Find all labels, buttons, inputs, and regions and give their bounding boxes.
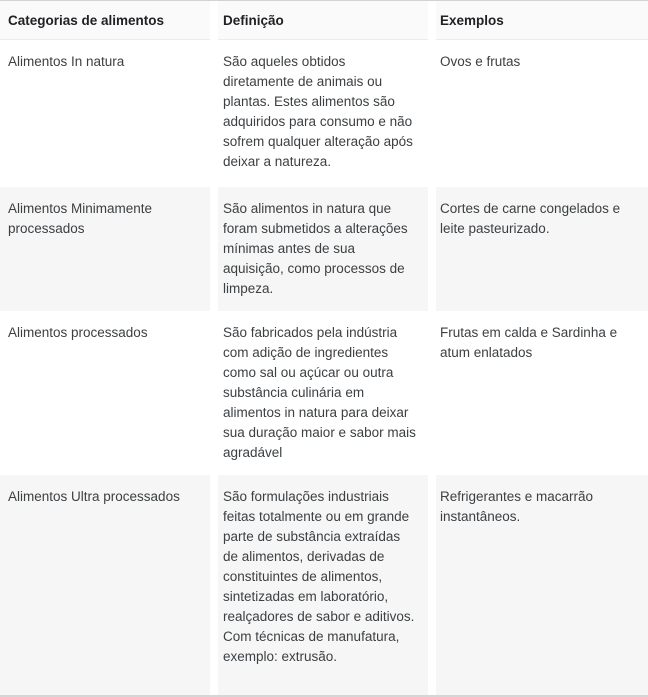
table-row (0, 475, 648, 695)
header-categorias: Categorias de alimentos (0, 1, 210, 40)
cell-examples: Refrigerantes e macarrão instantâneos. (436, 475, 648, 695)
cell-category: Alimentos In natura (0, 40, 210, 187)
cell-definition: São formulações industriais feitas totalmente ou em grande parte de substância extraídas de alimentos, derivadas de constituintes de alimentos, sintetizadas em laboratório, realçadores de sabor e aditivos. Com técnicas de manufatura, exemplo: extrusão. (218, 475, 428, 695)
cell-definition: São fabricados pela indústria com adição de ingredientes como sal ou açúcar ou outra substância culinária em alimentos in natura para deixar sua duração maior e sabor mais agradável (218, 311, 428, 475)
cell-examples: Frutas em calda e Sardinha e atum enlatados (436, 311, 648, 475)
cell-examples: Ovos e frutas (436, 40, 648, 187)
table-header-row (0, 1, 648, 40)
header-definicao: Definição (218, 1, 428, 40)
table-row (0, 311, 648, 475)
cell-category: Alimentos processados (0, 311, 210, 475)
cell-category: Alimentos Ultra processados (0, 475, 210, 695)
table-row (0, 187, 648, 311)
cell-definition: São alimentos in natura que foram submetidos a alterações mínimas antes de sua aquisição, como processos de limpeza. (218, 187, 428, 311)
table-row (0, 40, 648, 187)
cell-examples: Cortes de carne congelados e leite pasteurizado. (436, 187, 648, 311)
header-exemplos: Exemplos (436, 1, 648, 40)
cell-category: Alimentos Minimamente processados (0, 187, 210, 311)
cell-definition: São aqueles obtidos diretamente de animais ou plantas. Estes alimentos são adquiridos para consumo e não sofrem qualquer alteração após deixar a natureza. (218, 40, 428, 187)
